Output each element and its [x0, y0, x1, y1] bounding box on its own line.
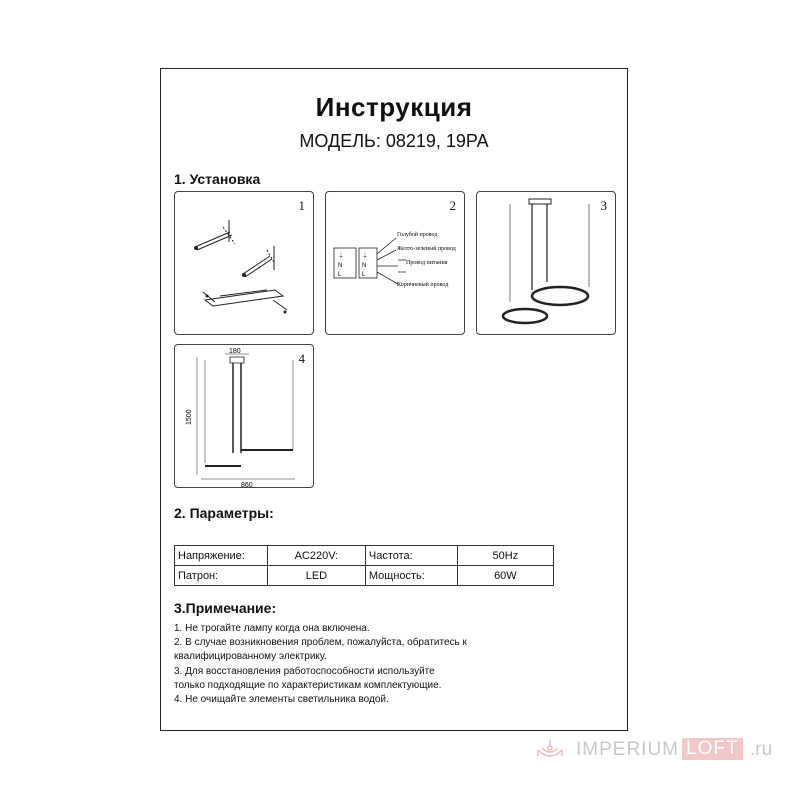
section-params-title: 2. Параметры: [174, 505, 274, 521]
wire-label-yellow-green: Желто-зеленый провод [397, 246, 456, 252]
section-install-title: 1. Установка [174, 171, 261, 187]
terminal-mark: N [362, 263, 367, 269]
dim-label-width: 860 [241, 482, 253, 489]
param-label: Напряжение: [175, 546, 268, 566]
terminal-mark: N [338, 263, 343, 269]
watermark-loft: LOFT [682, 738, 743, 760]
dim-label-height: 1500 [186, 409, 193, 425]
model-number: МОДЕЛЬ: 08219, 19PA [299, 131, 489, 151]
dim-label-top: 180 [229, 348, 241, 355]
diagram-panel-3 [476, 191, 616, 335]
diagram-panel-1 [174, 191, 314, 335]
watermark-ru: .ru [750, 739, 773, 760]
param-value: LED [267, 566, 365, 586]
ring-lamp-illustration [477, 192, 617, 336]
param-value: 50Hz [457, 546, 553, 566]
watermark-imperium: IMPERIUM [576, 739, 679, 760]
panel-number: 3 [600, 198, 607, 213]
mount-hardware-illustration [175, 192, 315, 336]
param-value: AC220V: [267, 546, 365, 566]
watermark [530, 736, 792, 766]
note-line: только подходящие по характеристикам комплектующие. [174, 679, 442, 691]
param-label: Частота: [365, 546, 457, 566]
wire-label-blue: Голубой провод [397, 232, 438, 238]
param-label: Патрон: [175, 566, 268, 586]
terminal-mark: L [338, 272, 342, 278]
terminal-mark: ⏚ [338, 254, 345, 260]
panel-number: 1 [298, 198, 305, 213]
terminal-mark: ⏚ [362, 254, 369, 260]
table-row [175, 546, 554, 566]
note-line: 2. В случае возникновения проблем, пожалуйста, обратитесь к [174, 637, 467, 649]
chandelier-logo-icon [530, 736, 570, 766]
wire-label-power: Провод питания [406, 260, 448, 266]
diagram-panel-4 [174, 344, 314, 488]
notes-list [174, 622, 467, 707]
params-table [174, 545, 554, 586]
section-notes-title: 3.Примечание: [174, 600, 277, 616]
page-title: Инструкция [315, 92, 473, 122]
dimensions-illustration [175, 345, 315, 489]
note-line: 4. Не очищайте элементы светильника водой. [174, 694, 389, 706]
param-label: Мощность: [365, 566, 457, 586]
panel-number: 4 [298, 351, 305, 366]
note-line: 1. Не трогайте лампу когда она включена. [174, 623, 370, 634]
wiring-illustration [326, 192, 466, 336]
wire-label-brown: Коричневый провод [397, 282, 449, 288]
param-value: 60W [457, 566, 553, 586]
terminal-mark: L [362, 272, 366, 278]
note-line: квалифицированному электрику. [174, 651, 327, 663]
table-row [175, 566, 554, 586]
panel-number: 2 [449, 198, 456, 213]
diagram-panel-2 [325, 191, 465, 335]
note-line: 3. Для восстановления работоспособности используйте [174, 665, 435, 677]
